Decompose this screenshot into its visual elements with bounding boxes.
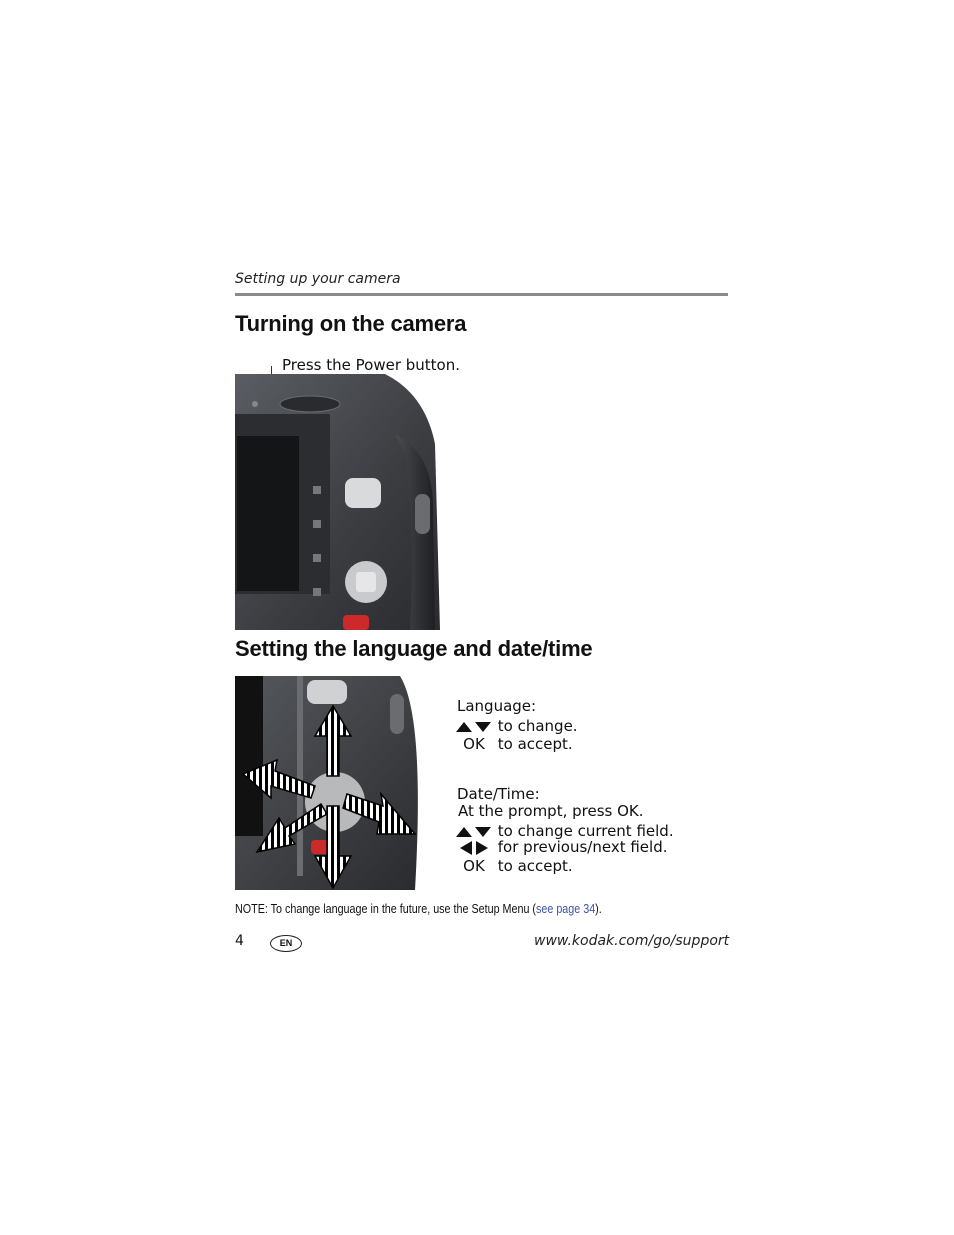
datetime-change-text: to change current field. <box>497 822 674 840</box>
support-url[interactable]: www.kodak.com/go/support <box>534 933 730 949</box>
datetime-accept-text: to accept. <box>497 857 573 875</box>
up-down-arrows-icon <box>455 721 493 733</box>
language-badge: EN <box>270 935 302 952</box>
header-rule <box>235 293 728 296</box>
note <box>235 902 602 916</box>
language-change-text: to change. <box>497 717 578 735</box>
datetime-prevnext-row <box>455 838 668 856</box>
datetime-prompt: At the prompt, press OK. <box>458 802 644 820</box>
up-down-arrows-icon <box>455 826 493 838</box>
ok-label: OK <box>463 735 485 753</box>
camera-controls-illustration <box>235 676 433 890</box>
page-number: 4 <box>235 933 244 949</box>
camera-top-photo <box>235 374 447 630</box>
see-page-link[interactable]: see page 34 <box>536 902 596 916</box>
language-change-row <box>455 717 578 735</box>
power-callout: Press the Power button. <box>282 356 460 374</box>
section-title-turning-on: Turning on the camera <box>235 311 467 336</box>
ok-label: OK <box>463 857 485 875</box>
note-suffix: ). <box>595 902 602 916</box>
section-title-language-date: Setting the language and date/time <box>235 636 593 661</box>
camera-controls-photo <box>235 676 433 890</box>
camera-top-illustration <box>235 374 447 630</box>
power-button-icon <box>252 401 258 407</box>
datetime-accept-row <box>459 857 573 875</box>
running-head: Setting up your camera <box>235 271 401 287</box>
language-accept-text: to accept. <box>497 735 573 753</box>
datetime-heading: Date/Time: <box>457 785 540 803</box>
left-right-arrows-icon <box>455 840 493 856</box>
language-accept-row <box>459 735 573 753</box>
language-heading: Language: <box>457 697 537 715</box>
datetime-prevnext-text: for previous/next field. <box>497 838 668 856</box>
note-prefix: NOTE: To change language in the future, use the Setup Menu ( <box>235 902 536 916</box>
